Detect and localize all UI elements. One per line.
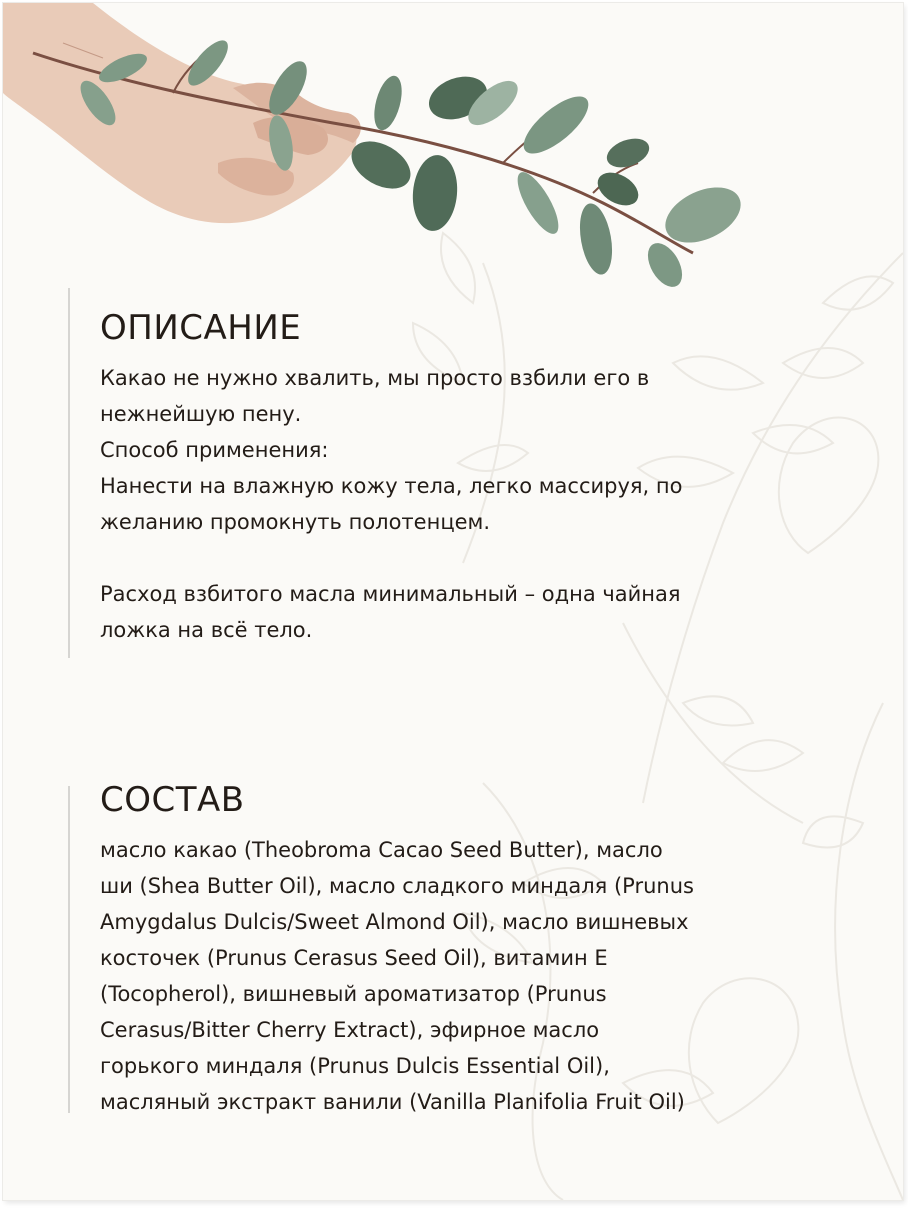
description-heading: ОПИСАНИЕ [100, 308, 302, 348]
composition-line: Cerasus/Bitter Cherry Extract), эфирное масло [100, 1018, 600, 1042]
composition-line: масляный экстракт ванили (Vanilla Planifolia Fruit Oil) [100, 1090, 685, 1114]
composition-section [68, 780, 820, 1114]
description-text-line: Какао не нужно хвалить, мы просто взбили его в [100, 366, 650, 390]
description-text-line: нежнейшую пену. [100, 402, 302, 426]
composition-heading: СОСТАВ [100, 780, 245, 820]
usage-text-line: Нанести на влажную кожу тела, легко массируя, по [100, 474, 683, 498]
composition-line: горького миндаля (Prunus Dulcis Essential Oil), [100, 1054, 610, 1078]
composition-line: Amygdalus Dulcis/Sweet Almond Oil), масло вишневых [100, 910, 689, 934]
composition-line: (Tocopherol), вишневый ароматизатор (Prunus [100, 982, 607, 1006]
composition-line: ши (Shea Butter Oil), масло сладкого миндаля (Prunus [100, 874, 694, 898]
composition-line: масло какао (Theobroma Cacao Seed Butter), масло [100, 838, 663, 862]
usage-label: Способ применения: [100, 438, 329, 462]
consumption-text-line: ложка на всё тело. [100, 618, 313, 642]
product-info-card [3, 3, 903, 1200]
description-section [68, 288, 820, 658]
hand-image [3, 3, 361, 223]
spacer [100, 540, 820, 576]
consumption-text-line: Расход взбитого масла минимальный – одна чайная [100, 582, 681, 606]
usage-text-line: желанию промокнуть полотенцем. [100, 510, 491, 534]
composition-line: косточек (Prunus Cerasus Seed Oil), витамин Е [100, 946, 608, 970]
